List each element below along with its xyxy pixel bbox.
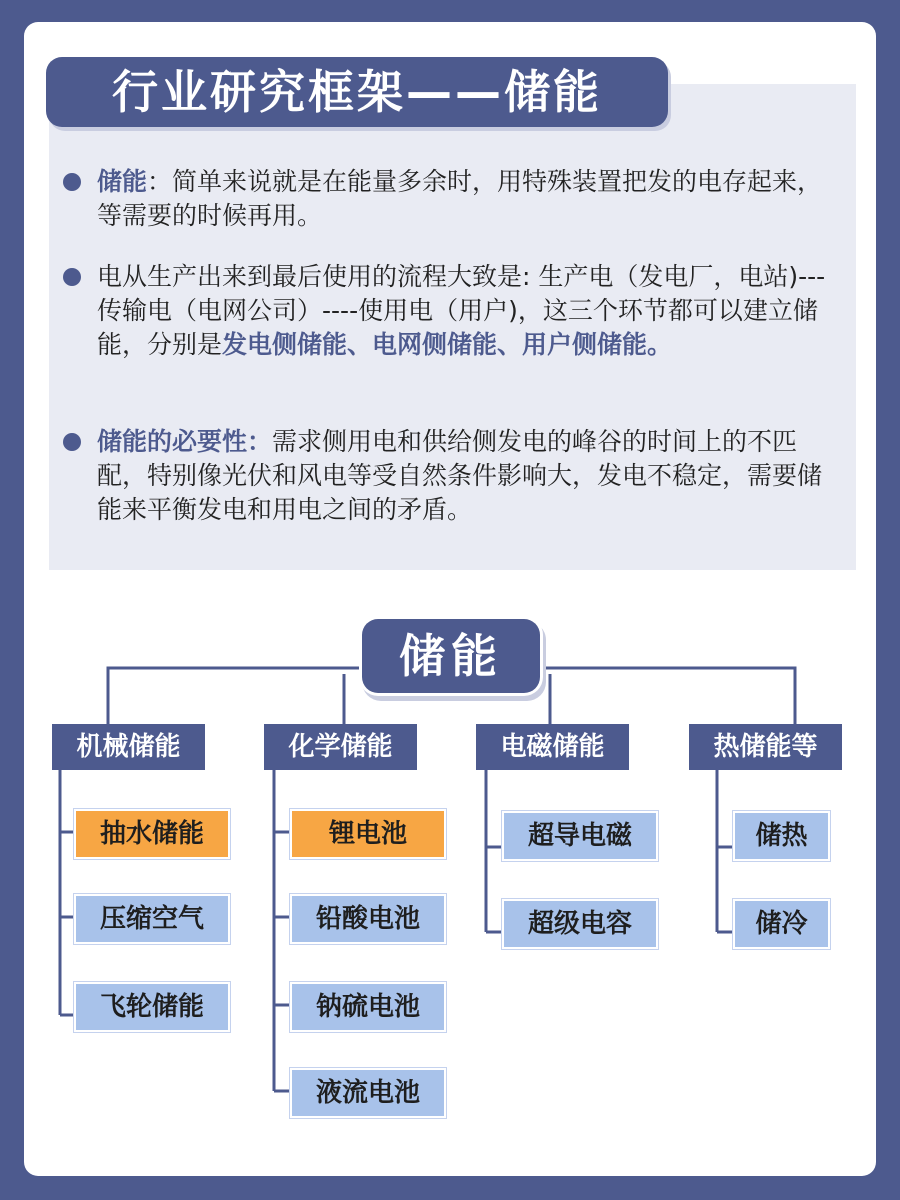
root-node: 储能 <box>362 619 540 693</box>
leaf-compressed-air: 压缩空气 <box>74 894 230 944</box>
category-mechanical: 机械储能 <box>52 724 205 770</box>
bullet-term: 储能的必要性： <box>97 427 273 456</box>
category-chemical: 化学储能 <box>264 724 417 770</box>
leaf-lithium-battery: 锂电池 <box>290 809 446 859</box>
leaf-sodium-sulfur-battery: 钠硫电池 <box>290 982 446 1032</box>
leaf-supercapacitor: 超级电容 <box>502 899 658 949</box>
category-thermal: 热储能等 <box>689 724 842 770</box>
bullet-highlight: 发电侧储能、电网侧储能、用户侧储能。 <box>222 330 673 359</box>
bullet-text: 电从生产出来到最后使用的流程大致是: 生产电（发电厂，电站)---传输电（电网公司）----使用电（用户)，这三个环节都可以建立储能，分别是 <box>97 262 826 359</box>
category-electromagnetic: 电磁储能 <box>476 724 629 770</box>
leaf-pumped-hydro: 抽水储能 <box>74 809 230 859</box>
bullet-term: 储能 <box>97 167 148 196</box>
leaf-flow-battery: 液流电池 <box>290 1068 446 1118</box>
page-title: 行业研究框架——储能 <box>46 57 668 127</box>
connector-root-thermal <box>540 668 795 724</box>
leaf-flywheel: 飞轮储能 <box>74 982 230 1032</box>
leaf-cold-storage: 储冷 <box>733 899 830 949</box>
connector-root-mechanical <box>108 668 362 724</box>
bullet-text: 简单来说就是在能量多余时，用特殊装置把发的电存起来，等需要的时候再用。 <box>97 167 823 230</box>
leaf-lead-acid-battery: 铅酸电池 <box>290 894 446 944</box>
leaf-superconducting: 超导电磁 <box>502 811 658 861</box>
leaf-heat-storage: 储热 <box>733 811 830 861</box>
bullet-text: 需求侧用电和供给侧发电的峰谷的时间上的不匹配，特别像光伏和风电等受自然条件影响大，发电不稳定，需要储能来平衡发电和用电之间的矛盾。 <box>97 427 823 524</box>
bullet-separator: ： <box>147 167 173 196</box>
